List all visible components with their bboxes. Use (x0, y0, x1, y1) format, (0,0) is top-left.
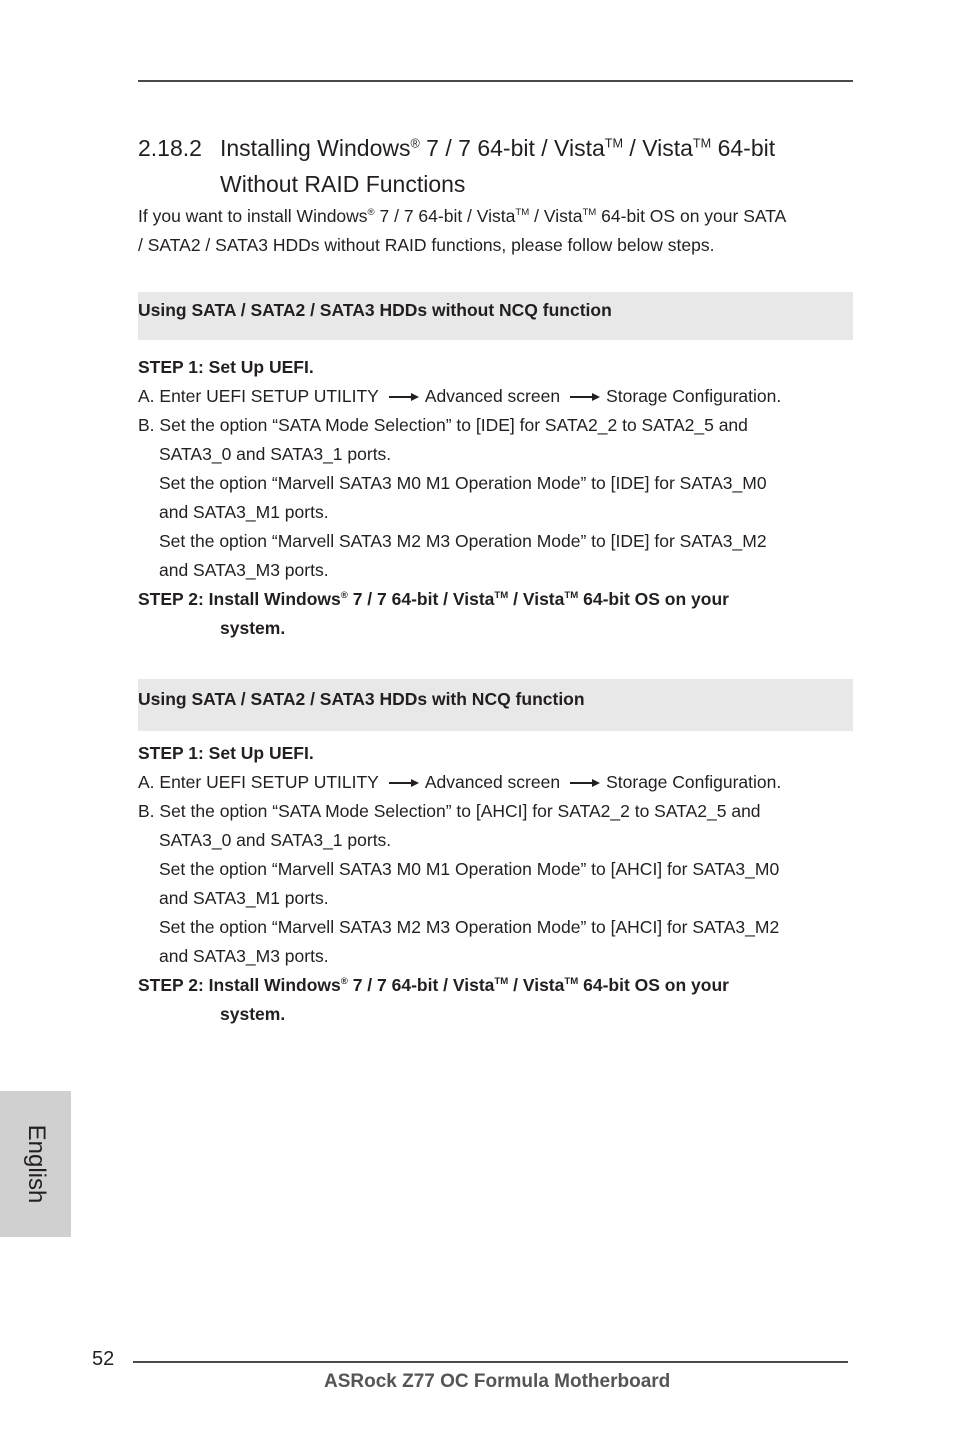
bottom-rule (133, 1361, 848, 1363)
step-b-line-3: Set the option “Marvell SATA3 M0 M1 Operation Mode” to [IDE] for SATA3_M0 (159, 473, 767, 493)
arrow-right-icon (570, 392, 600, 402)
step-b-line-6: and SATA3_M3 ports. (159, 560, 329, 580)
heading-number: 2.18.2 (138, 135, 202, 161)
step-b-line-5: Set the option “Marvell SATA3 M2 M3 Operation Mode” to [AHCI] for SATA3_M2 (159, 917, 780, 937)
step-b-line-1: B. Set the option “SATA Mode Selection” to [IDE] for SATA2_2 to SATA2_5 and (138, 415, 748, 435)
heading-line-1: 2.18.2 Installing Windows® 7 / 7 64-bit / Vista™ / Vista™ 64-bit (138, 130, 775, 166)
step-b-line-6: and SATA3_M3 ports. (159, 946, 329, 966)
arrow-right-icon (389, 778, 419, 788)
arrow-right-icon (389, 392, 419, 402)
step-b-line-4: and SATA3_M1 ports. (159, 502, 329, 522)
step-1-label: STEP 1: Set Up UEFI. (138, 357, 314, 377)
step-2-line-2: system. (220, 618, 286, 638)
step-2-label: STEP 2: Install Windows® 7 / 7 64-bit / Vista™ / Vista™ 64-bit OS on your (138, 589, 729, 609)
step-b-line-2: SATA3_0 and SATA3_1 ports. (159, 830, 392, 850)
step-b-line-2: SATA3_0 and SATA3_1 ports. (159, 444, 392, 464)
step-b-line-3: Set the option “Marvell SATA3 M0 M1 Operation Mode” to [AHCI] for SATA3_M0 (159, 859, 780, 879)
heading-line-2: Without RAID Functions (220, 171, 466, 197)
language-label: English (22, 1124, 50, 1204)
footer-title: ASRock Z77 OC Formula Motherboard (324, 1371, 671, 1392)
intro-paragraph: If you want to install Windows® 7 / 7 64-bit / Vista™ / Vista™ 64-bit OS on your SATA / SATA2 / SATA3 HDDs without RAID functions, please follow below steps. (138, 206, 787, 255)
section-heading (138, 130, 775, 202)
step-b-line-5: Set the option “Marvell SATA3 M2 M3 Operation Mode” to [IDE] for SATA3_M2 (159, 531, 767, 551)
step-2-line-2: system. (220, 1004, 286, 1024)
step-1-label: STEP 1: Set Up UEFI. (138, 743, 314, 763)
step-a: A. Enter UEFI SETUP UTILITY Advanced screen Storage Configuration. (138, 772, 782, 792)
step-b-line-1: B. Set the option “SATA Mode Selection” to [AHCI] for SATA2_2 to SATA2_5 and (138, 801, 761, 821)
section-band-ncq: Using SATA / SATA2 / SATA3 HDDs with NCQ function (138, 679, 853, 731)
language-side-tab (0, 1091, 71, 1237)
top-rule (138, 80, 853, 82)
arrow-right-icon (570, 778, 600, 788)
section-no-ncq (138, 353, 854, 643)
section-ncq (138, 739, 854, 1029)
step-b-line-4: and SATA3_M1 ports. (159, 888, 329, 908)
step-a: A. Enter UEFI SETUP UTILITY Advanced screen Storage Configuration. (138, 386, 782, 406)
page-number: 52 (92, 1348, 115, 1370)
step-2-label: STEP 2: Install Windows® 7 / 7 64-bit / Vista™ / Vista™ 64-bit OS on your (138, 975, 729, 995)
section-band-no-ncq: Using SATA / SATA2 / SATA3 HDDs without NCQ function (138, 292, 853, 340)
